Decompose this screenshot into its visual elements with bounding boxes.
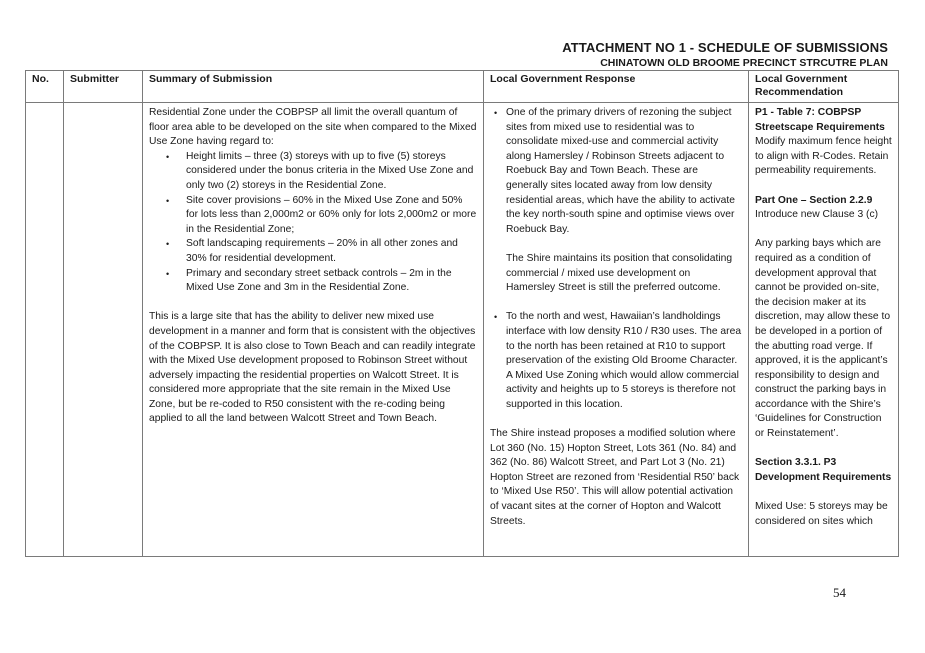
- recommendation-heading-2: Part One – Section 2.2.9: [755, 194, 873, 206]
- table-header-row: [26, 71, 899, 103]
- list-item: [506, 310, 742, 412]
- cell-response: [484, 103, 749, 557]
- list-item: [506, 106, 742, 296]
- recommendation-text-1: Modify maximum fence height to align with R-Codes. Retain permeability requirements.: [755, 136, 892, 177]
- recommendation-heading-1: P1 - Table 7: COBPSP Streetscape Requirements: [755, 107, 885, 133]
- list-item: • Site cover provisions – 60% in the Mixed Use Zone and 50% for lots less than 2,000m2 or 60% only for lots 2,000m2 or more in the Residential Zone;: [180, 194, 477, 238]
- recommendation-text-2: Introduce new Clause 3 (c): [755, 209, 879, 221]
- summary-closing: This is a large site that has the ability to deliver new mixed use development in a manner and form that is consistent with the objectives of the COBPSP. It is also close to Town Beach and can readily integrate with the Mixed Use development proposed to Robinson Street without adversely impacting the residential properties on Walcott Street. It is considered more appropriate that the site remain in the Mixed Use Zone, but be re-coded to R50 consistent with the re-coding being applied to all the land between Walcott Street and Town Beach.: [149, 311, 476, 425]
- cell-summary: [143, 103, 484, 557]
- list-item: • Soft landscaping requirements – 20% in all other zones and 30% for residential development.: [180, 237, 477, 266]
- cell-submitter: [64, 103, 143, 557]
- table-row: [26, 103, 899, 557]
- column-header-no: No.: [26, 71, 64, 103]
- column-header-submitter: Submitter: [64, 71, 143, 103]
- list-item: • Height limits – three (3) storeys with up to five (5) storeys considered under the bonus criteria in the Mixed Use Zone and only two (2) storeys in the Residential Zone.: [180, 150, 477, 194]
- column-header-response: Local Government Response: [484, 71, 749, 103]
- page-number: 54: [833, 585, 846, 600]
- document-title: ATTACHMENT NO 1 - SCHEDULE OF SUBMISSIONS: [562, 40, 888, 55]
- cell-recommendation: [749, 103, 899, 557]
- summary-intro: Residential Zone under the COBPSP all limit the overall quantum of floor area able to be developed on the site when compared to the Mixed Use Zone having regard to:: [149, 107, 477, 148]
- submissions-table: [25, 70, 899, 557]
- document-subtitle: CHINATOWN OLD BROOME PRECINCT STRCUTRE PLAN: [600, 57, 888, 69]
- summary-bullet-list: [149, 150, 477, 296]
- list-item: • Primary and secondary street setback controls – 2m in the Mixed Use Zone and 3m in the Residential Zone.: [180, 267, 477, 296]
- cell-no: [26, 103, 64, 557]
- column-header-recommendation: Local Government Recommendation: [749, 71, 899, 103]
- response-bullet-2: • To the north and west, Hawaiian’s landholdings interface with low density R10 / R30 uses. The area to the north has been retained at R10 to support preservation of the existing Old Broome Character. A Mixed Use Zoning which would allow commercial activity and heights up to 5 storeys is therefore not supported in this location.: [506, 311, 742, 410]
- response-bullet-list: [490, 106, 742, 412]
- recommendation-heading-3: Section 3.3.1. P3 Development Requirements: [755, 457, 892, 483]
- response-bullet-1-continued: The Shire maintains its position that consolidating commercial / mixed use development on Hamersley Street is still the preferred outcome.: [506, 252, 733, 294]
- recommendation-text-4: Mixed Use: 5 storeys may be considered on sites which: [755, 501, 888, 527]
- recommendation-text-3: Any parking bays which are required as a condition of development approval that cannot be provided on-site, the decision maker at its discretion, may allow these to be developed in a portion of the abutting road verge. If approved, it is the applicant’s responsibility to design and construct the parking bays in accordance with the Shire’s ‘Guidelines for Construction or Reinstatement’.: [755, 238, 891, 440]
- column-header-summary: Summary of Submission: [143, 71, 484, 103]
- response-closing: The Shire instead proposes a modified solution where Lot 360 (No. 15) Hopton Street, Lots 361 (No. 84) and 362 (No. 86) Walcott Street, and Part Lot 3 (No. 21) Hopton Street are rezoned from ‘Residential R50’ back to ‘Mixed Use R50’. This will allow potential activation of vacant sites at the corner of Hopton and Walcott Streets.: [490, 428, 740, 527]
- response-bullet-1: • One of the primary drivers of rezoning the subject sites from mixed use to residential was to consolidate mixed-use and commercial activity along Hamersley / Robinson Streets adjacent to Roebuck Bay and Town Beach. These are generally sites located away from low density residential areas, which have the ability to activate the key north-south spine and optimise views over Roebuck Bay.: [506, 107, 735, 235]
